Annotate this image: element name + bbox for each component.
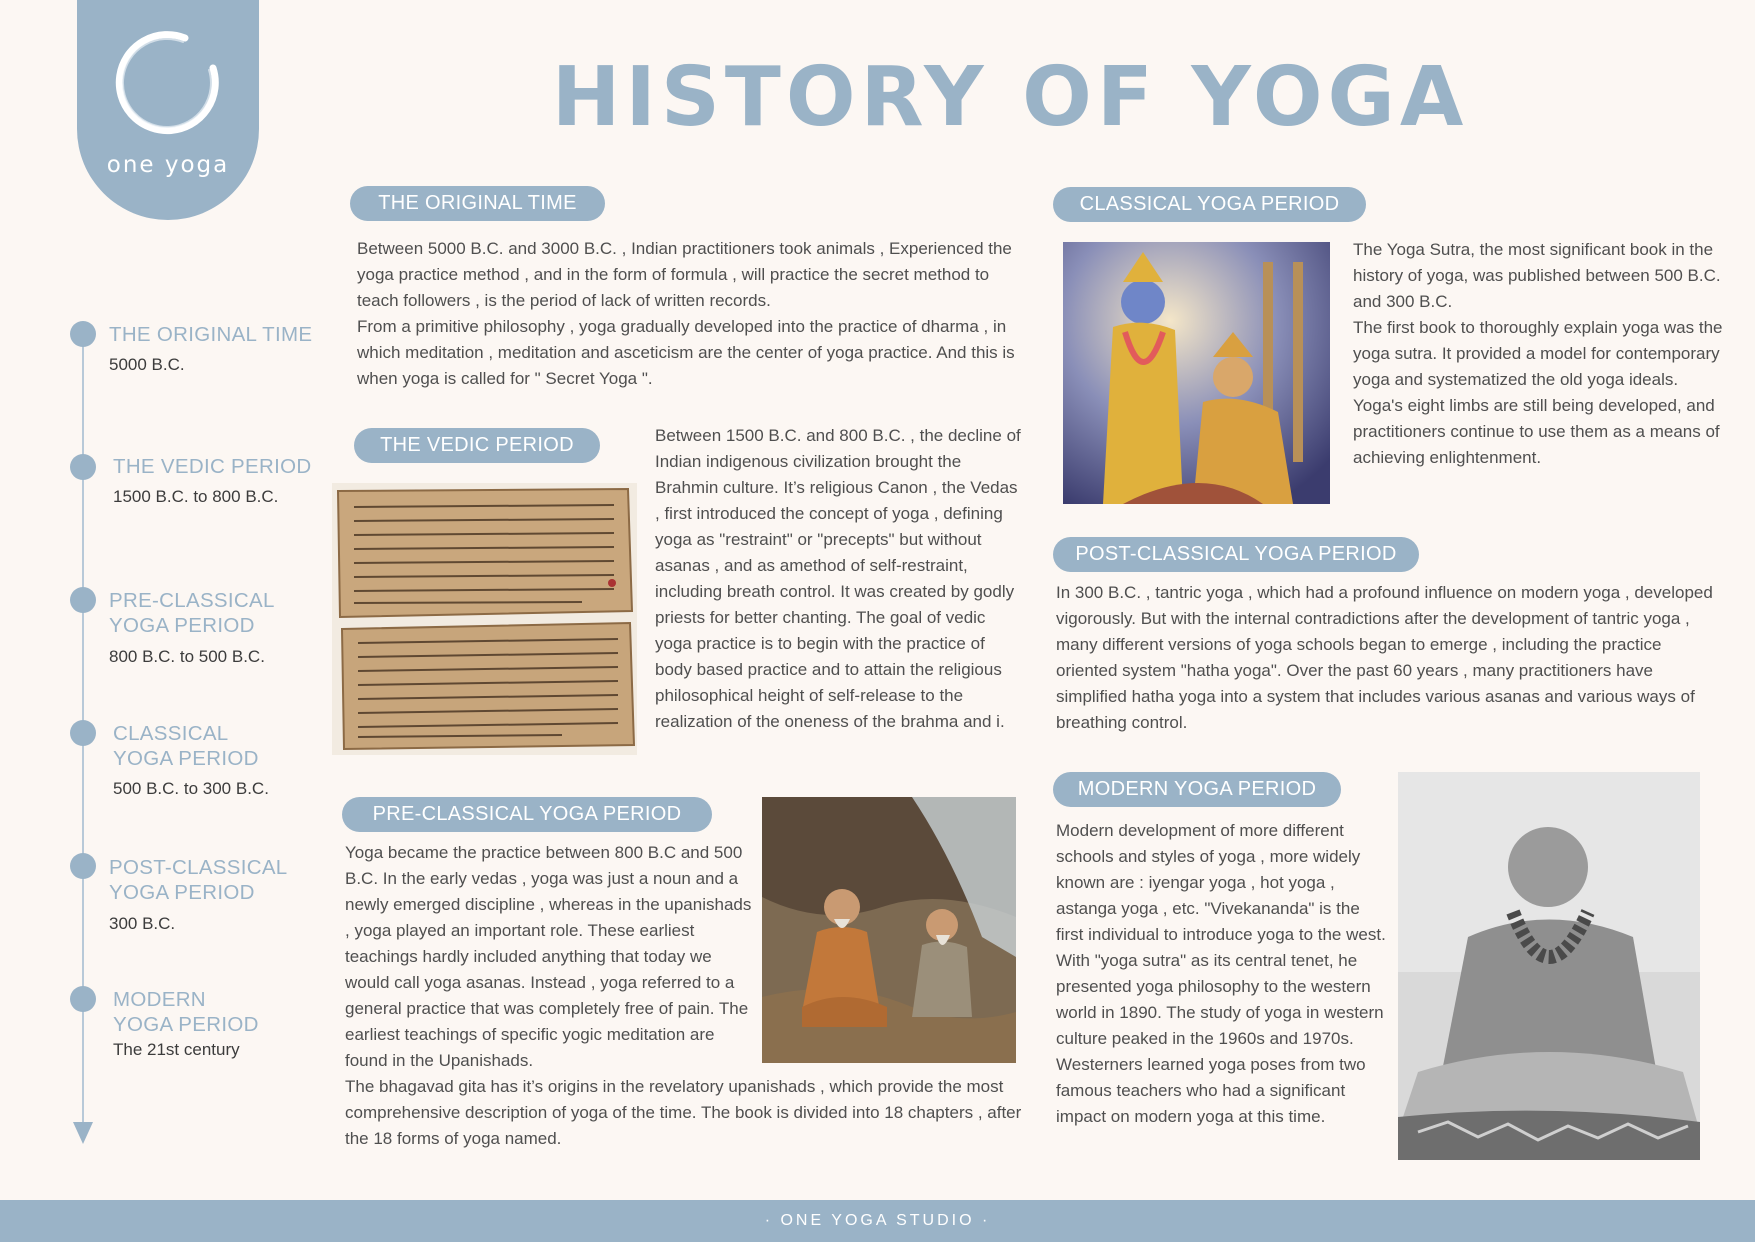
timeline-item-title: THE VEDIC PERIOD: [113, 455, 312, 478]
paragraph: Yoga became the practice between 800 B.C and 500 B.C. In the early vedas , yoga was just a noun and a newly emerged discipline , whereas in the upanishads , yoga played an important role. These earliest teachings hardly included anything that today we would call yoga asanas. Instead , yoga referred to a general practice that was completely free of pain. The earliest teachings of specific yogic meditation are found in the Upanishads.: [345, 843, 752, 1070]
timeline-arrow-icon: [73, 1122, 93, 1144]
logo-text: one yoga: [106, 152, 230, 178]
krishna-arjuna-illustration: [1063, 242, 1330, 504]
section-heading-original: THE ORIGINAL TIME: [350, 186, 605, 221]
footer: · ONE YOGA STUDIO ·: [0, 1200, 1755, 1242]
timeline-item-date: The 21st century: [113, 1040, 240, 1059]
timeline-dot: [70, 321, 96, 347]
section-text-postclassical: In 300 B.C. , tantric yoga , which had a profound influence on modern yoga , developed vigorously. But with the internal contradictions after the development of tantric yoga , many different versions of yoga schools began to emerge , including the practice oriented system "hatha yoga". Over the past 60 years , many practitioners have simplified hatha yoga into a system that includes various asanas and various ways of breathing control.: [1056, 583, 1713, 732]
paragraph: The first book to thoroughly explain yoga was the yoga sutra. It provided a model for contemporary yoga and systematized the old yoga ideals. Yoga's eight limbs are still being developed, and practitioners continue to use them as a means of achieving enlightenment.: [1353, 318, 1723, 467]
timeline-dot: [70, 587, 96, 613]
page-title: HISTORY OF YOGA: [551, 50, 1469, 145]
timeline-item-date: 1500 B.C. to 800 B.C.: [113, 487, 279, 506]
section-heading-vedic: THE VEDIC PERIOD: [354, 428, 600, 463]
section-heading-preclassical: PRE-CLASSICAL YOGA PERIOD: [342, 797, 712, 832]
timeline-item-date: 5000 B.C.: [109, 355, 185, 374]
timeline-item-title: POST-CLASSICAL: [109, 856, 288, 879]
section-text-original: [357, 236, 1027, 392]
timeline-item-date: 300 B.C.: [109, 914, 176, 933]
timeline-item-title: YOGA PERIOD: [109, 614, 255, 637]
vivekananda-photo-illustration: [1398, 772, 1700, 1160]
manuscript-illustration: [332, 483, 637, 755]
timeline-item-title: MODERN: [113, 988, 206, 1011]
paragraph: Between 5000 B.C. and 3000 B.C. , Indian practitioners took animals , Experienced the yoga practice method , and in the form of formula , will practice the secret method to teach followers , is the period of lack of written records.: [357, 239, 1012, 310]
timeline-item-title: THE ORIGINAL TIME: [109, 323, 313, 346]
logo: [77, 0, 259, 220]
enso-circle-icon: [113, 30, 225, 142]
manuscript-image: [332, 483, 637, 755]
paragraph: From a primitive philosophy , yoga gradually developed into the practice of dharma , in which meditation , meditation and asceticism are the center of yoga practice. And this is when yoga is called for " Secret Yoga ".: [357, 317, 1015, 388]
timeline-item-title: PRE-CLASSICAL: [109, 589, 275, 612]
section-text-preclassical: [345, 840, 1025, 1152]
timeline-item-date: 800 B.C. to 500 B.C.: [109, 647, 265, 666]
timeline-dot: [70, 454, 96, 480]
timeline-item-title: YOGA PERIOD: [109, 881, 255, 904]
paragraph: The bhagavad gita has it’s origins in the revelatory upanishads , which provide the most comprehensive description of yoga of the time. The book is divided into 18 chapters , after the 18 forms of yoga named.: [345, 1077, 1022, 1148]
timeline-dot: [70, 720, 96, 746]
timeline-item-date: 500 B.C. to 300 B.C.: [113, 779, 269, 798]
timeline-dot: [70, 986, 96, 1012]
krishna-arjuna-painting-image: [1063, 242, 1330, 504]
timeline-item-title: YOGA PERIOD: [113, 1013, 259, 1036]
section-text-classical: [1353, 237, 1723, 471]
section-text-vedic: Between 1500 B.C. and 800 B.C. , the decline of Indian indigenous civilization brought the Brahmin culture. It’s religious Canon , the Vedas , first introduced the concept of yoga , defining yoga as "restraint" or "precepts" but without asanas , and as amethod of self-restraint, including breath control. It was created by godly priests for better chanting. The goal of vedic yoga practice is to begin with the practice of body based practice and to attain the religious philosophical height of self-release to the realization of the oneness of the brahma and i.: [655, 426, 1021, 731]
section-heading-classical: CLASSICAL YOGA PERIOD: [1053, 187, 1366, 222]
vivekananda-photo-image: [1398, 772, 1700, 1160]
section-heading-postclassical: POST-CLASSICAL YOGA PERIOD: [1053, 537, 1419, 572]
paragraph: The Yoga Sutra, the most significant book in the history of yoga, was published between 500 B.C. and 300 B.C.: [1353, 240, 1721, 311]
timeline-item-title: YOGA PERIOD: [113, 747, 259, 770]
timeline-item-title: CLASSICAL: [113, 722, 229, 745]
section-heading-modern: MODERN YOGA PERIOD: [1053, 772, 1341, 807]
section-text-modern: Modern development of more different schools and styles of yoga , more widely known are : iyengar yoga , hot yoga , astanga yoga , etc. "Vivekananda" is the first individual to introduce yoga to the west. With "yoga sutra" as its central tenet, he presented yoga philosophy to the western world in 1890. The study of yoga in western culture peaked in the 1960s and 1970s. Westerners learned yoga poses from two famous teachers who had a significant impact on modern yoga at this time.: [1056, 821, 1386, 1126]
timeline-dot: [70, 853, 96, 879]
